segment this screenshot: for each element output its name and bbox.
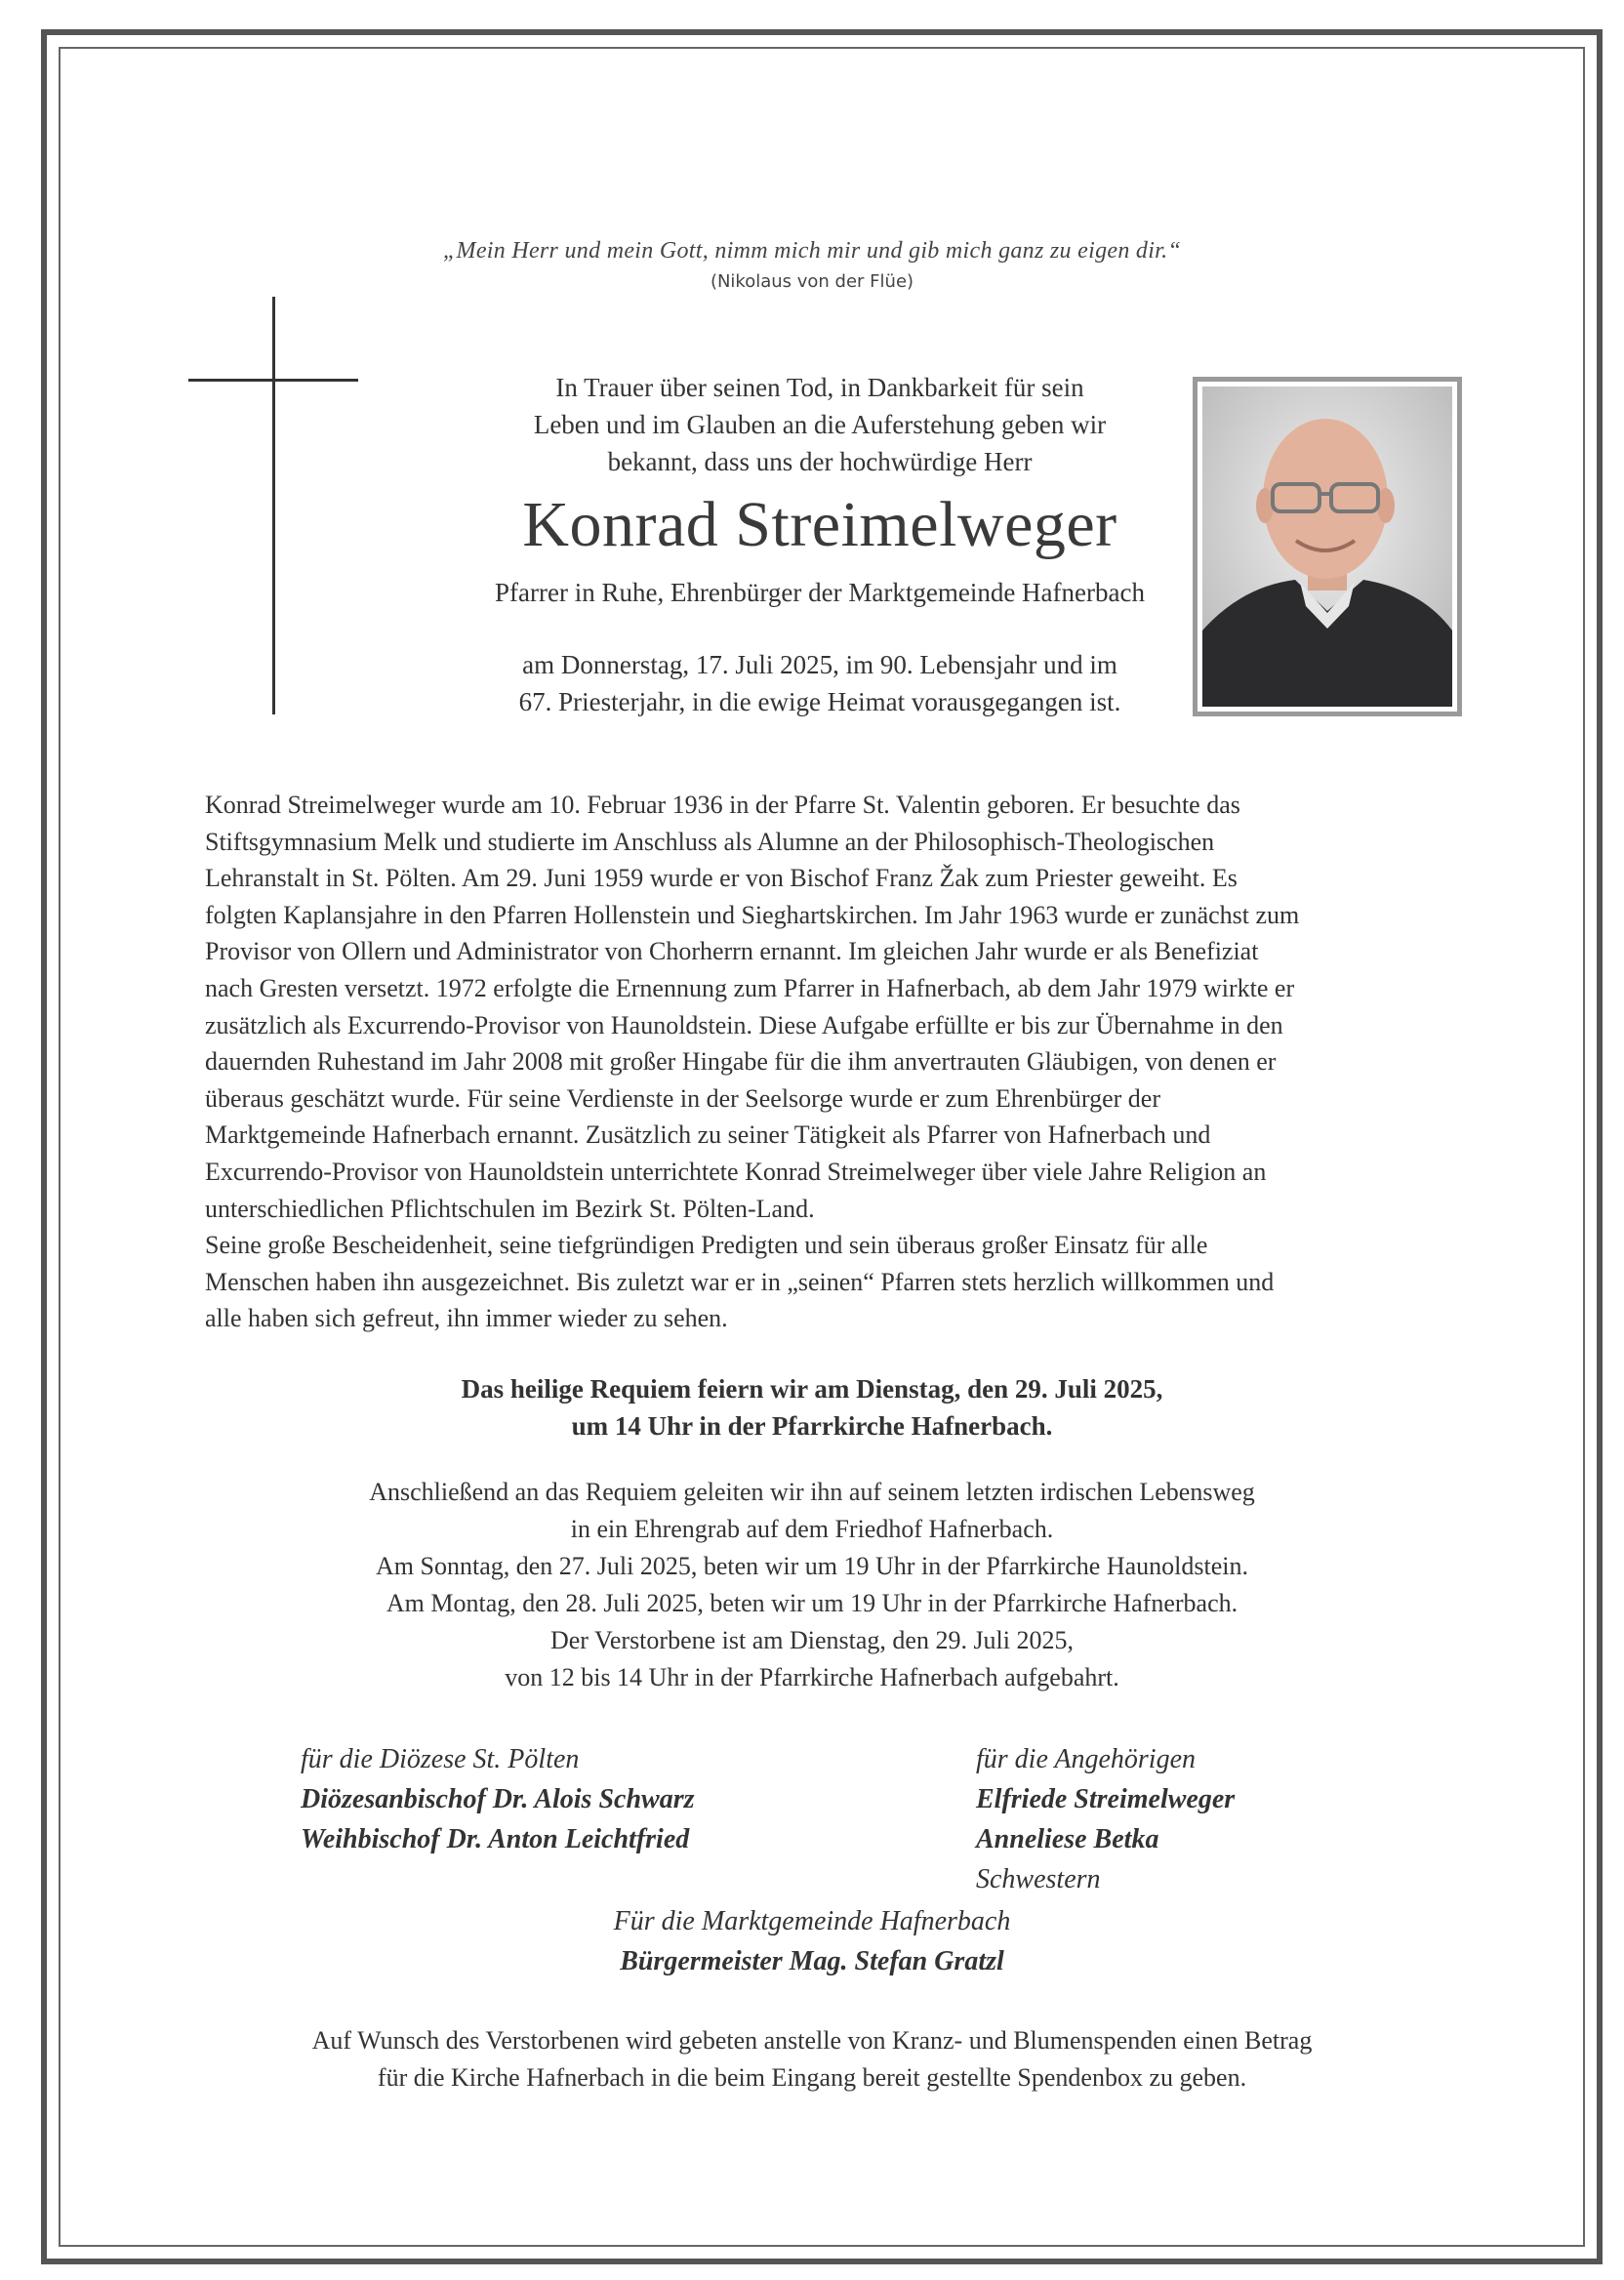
bio-line: Menschen haben ihn ausgezeichnet. Bis zuletzt war er in „seinen“ Pfarren stets herzlich willkommen und xyxy=(205,1267,1275,1296)
signature-family xyxy=(976,1739,1235,1899)
signature-heading: Für die Marktgemeinde Hafnerbach xyxy=(613,1906,1011,1936)
donation-request xyxy=(0,2022,1624,2097)
signature-heading: für die Diözese St. Pölten xyxy=(301,1744,580,1774)
details-line: in ein Ehrengrab auf dem Friedhof Hafnerbach. xyxy=(570,1515,1054,1543)
portrait-photo xyxy=(1193,377,1462,716)
quote-text: „Mein Herr und mein Gott, nimm mich mir und gib mich ganz zu eigen dir.“ xyxy=(442,238,1182,264)
bio-line: zusätzlich als Excurrendo-Provisor von Haunoldstein. Diese Aufgabe erfüllte er bis zur Übernahme in den xyxy=(205,1010,1283,1039)
bio-line: Excurrendo-Provisor von Haunoldstein unterrichtete Konrad Streimelweger über viele Jahre Religion an xyxy=(205,1157,1267,1186)
signature-name: Bürgermeister Mag. Stefan Gratzl xyxy=(620,1946,1004,1976)
bio-line: nach Gresten versetzt. 1972 erfolgte die Ernennung zum Pfarrer in Hafnerbach, ab dem Jahr 1979 wirkte er xyxy=(205,973,1295,1002)
details-line: Der Verstorbene ist am Dienstag, den 29. Juli 2025, xyxy=(549,1626,1075,1654)
death-line: am Donnerstag, 17. Juli 2025, im 90. Lebensjahr und im xyxy=(522,650,1117,679)
footer-line: Auf Wunsch des Verstorbenen wird gebeten anstelle von Kranz- und Blumenspenden einen Betrag xyxy=(311,2026,1313,2055)
biography xyxy=(205,787,1468,1337)
details-line: Am Montag, den 28. Juli 2025, beten wir um 19 Uhr in der Pfarrkirche Hafnerbach. xyxy=(386,1589,1238,1617)
bio-line: folgten Kaplansjahre in den Pfarren Hollenstein und Sieghartskirchen. Im Jahr 1963 wurde er zunächst zum xyxy=(205,900,1300,929)
requiem-announcement xyxy=(0,1370,1624,1445)
signature-name: Elfriede Streimelweger xyxy=(976,1784,1236,1814)
deceased-name: Konrad Streimelweger xyxy=(522,489,1117,560)
intro-line: In Trauer über seinen Tod, in Dankbarkeit für sein xyxy=(555,373,1084,402)
details-line: Anschließend an das Requiem geleiten wir ihn auf seinem letzten irdischen Lebensweg xyxy=(369,1478,1255,1506)
death-line: 67. Priesterjahr, in die ewige Heimat vorausgegangen ist. xyxy=(518,687,1121,716)
bio-line: Lehranstalt in St. Pölten. Am 29. Juni 1959 wurde er von Bischof Franz Žak zum Priester geweiht. Es xyxy=(205,864,1238,893)
signature-municipality xyxy=(0,1901,1624,1981)
bio-line: Seine große Bescheidenheit, seine tiefgründigen Predigten und sein überaus großer Einsatz für alle xyxy=(205,1231,1208,1260)
bio-line: Konrad Streimelweger wurde am 10. Februar 1936 in der Pfarre St. Valentin geboren. Er besuchte das xyxy=(205,791,1240,819)
bio-line: unterschiedlichen Pflichtschulen im Bezirk St. Pölten-Land. xyxy=(205,1194,815,1223)
intro-line: bekannt, dass uns der hochwürdige Herr xyxy=(607,447,1033,476)
bio-line: alle haben sich gefreut, ihn immer wieder zu sehen. xyxy=(205,1304,728,1333)
bio-line: Marktgemeinde Hafnerbach ernannt. Zusätzlich zu seiner Tätigkeit als Pfarrer von Hafnerbach und xyxy=(205,1120,1211,1150)
bio-line: Stiftsgymnasium Melk und studierte im Anschluss als Alumne an der Philosophisch-Theologischen xyxy=(205,827,1215,856)
signature-diocese xyxy=(301,1739,695,1859)
signature-relation: Schwestern xyxy=(976,1864,1101,1894)
signature-name: Anneliese Betka xyxy=(976,1824,1159,1854)
quote-source: (Nikolaus von der Flüe) xyxy=(710,271,914,292)
details-line: Am Sonntag, den 27. Juli 2025, beten wir um 19 Uhr in der Pfarrkirche Haunoldstein. xyxy=(376,1552,1248,1580)
footer-line: für die Kirche Hafnerbach in die beim Eingang bereit gestellte Spendenbox zu geben. xyxy=(377,2063,1247,2092)
bio-line: überaus geschätzt wurde. Für seine Verdienste in der Seelsorge wurde er zum Ehrenbürger der xyxy=(205,1083,1160,1113)
requiem-line: um 14 Uhr in der Pfarrkirche Hafnerbach. xyxy=(571,1411,1053,1441)
intro-line: Leben und im Glauben an die Auferstehung geben wir xyxy=(533,410,1107,439)
funeral-details xyxy=(0,1474,1624,1696)
details-line: von 12 bis 14 Uhr in der Pfarrkirche Hafnerbach aufgebahrt. xyxy=(505,1663,1119,1691)
requiem-line: Das heilige Requiem feiern wir am Dienstag, den 29. Juli 2025, xyxy=(461,1374,1163,1404)
signature-heading: für die Angehörigen xyxy=(976,1744,1197,1774)
signature-name: Diözesanbischof Dr. Alois Schwarz xyxy=(301,1784,695,1814)
signature-name: Weihbischof Dr. Anton Leichtfried xyxy=(301,1824,690,1854)
death-notice xyxy=(332,646,1308,720)
intro-text xyxy=(381,369,1259,480)
bio-line: dauernden Ruhestand im Jahr 2008 mit großer Hingabe für die ihm anvertrauten Gläubigen, von denen er xyxy=(205,1047,1277,1077)
bio-line: Provisor von Ollern und Administrator von Chorherrn ernannt. Im gleichen Jahr wurde er als Benefiziat xyxy=(205,937,1259,966)
deceased-title: Pfarrer in Ruhe, Ehrenbürger der Marktgemeinde Hafnerbach xyxy=(495,578,1145,607)
portrait-illustration xyxy=(1202,387,1452,707)
